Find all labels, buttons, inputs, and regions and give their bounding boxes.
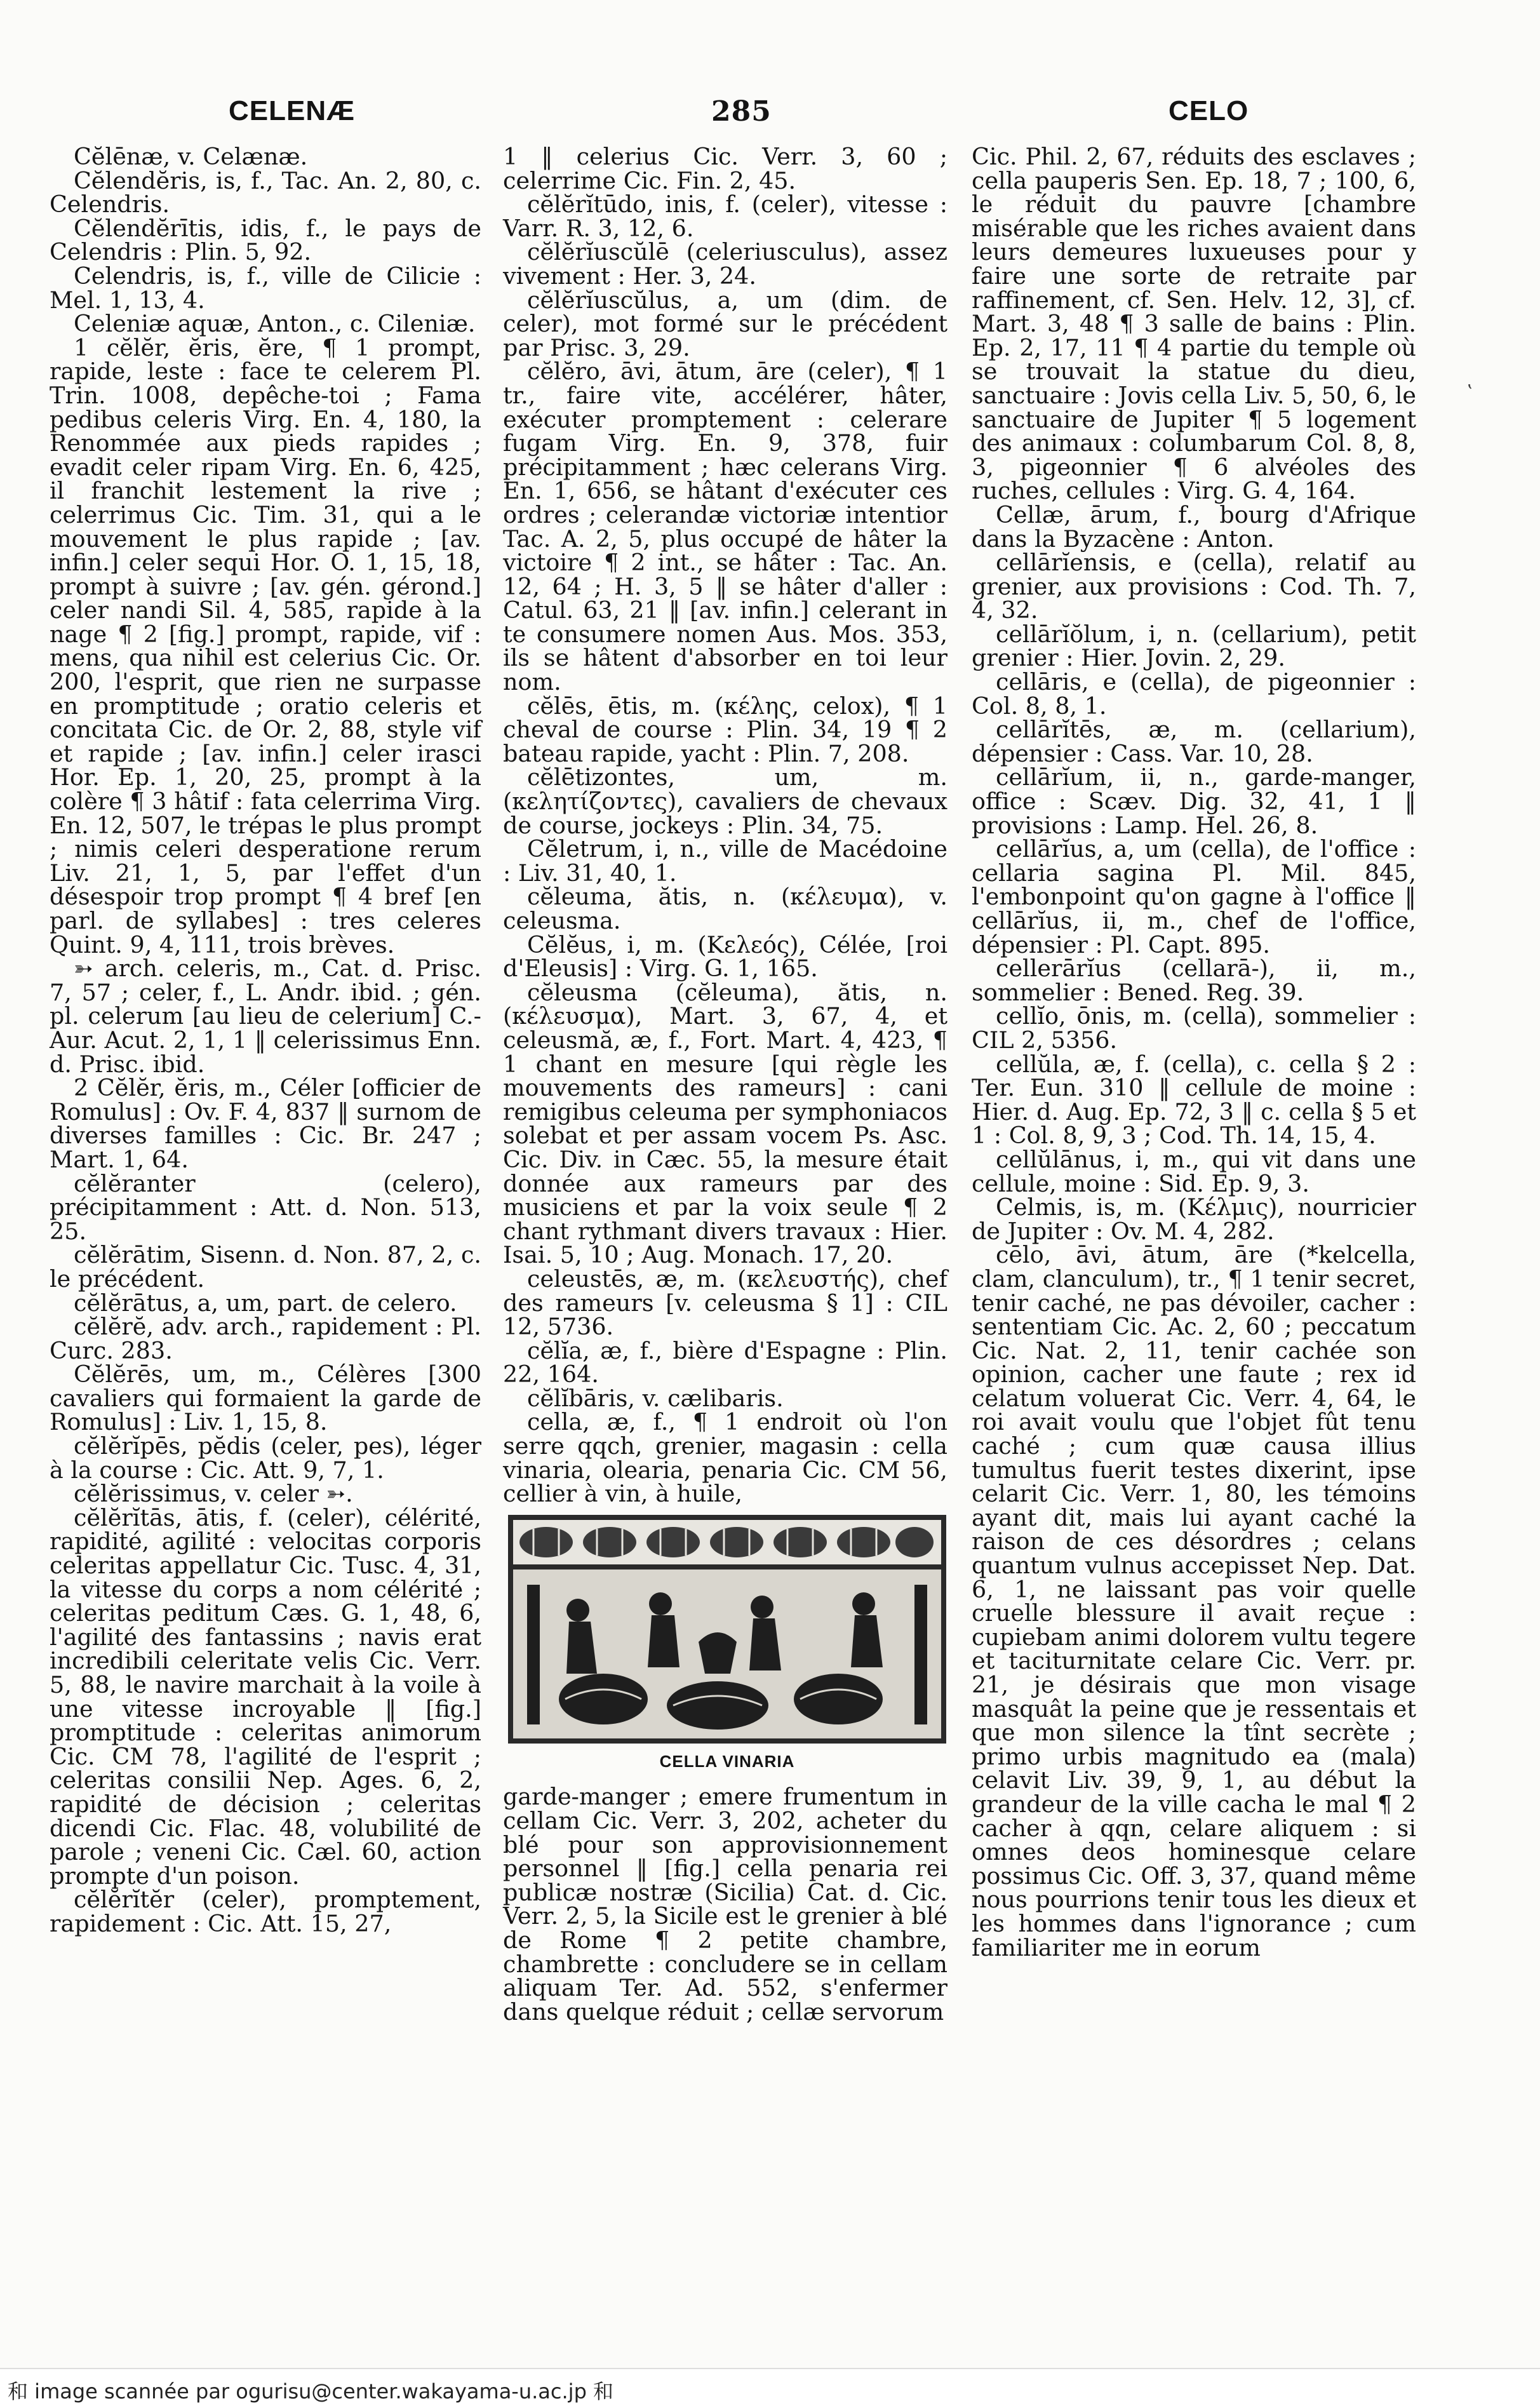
dictionary-entry: cellārĭus, a, um (cella), de l'office : cellaria sagina Pl. Mil. 845, l'embonpoint qu'on gagne à l'office ‖ cellārĭus, ii, m., chef de l'office, dépensier : Pl. Capt. 895. xyxy=(972,835,1416,958)
dictionary-entry: Cĕlendĕris, is, f., Tac. An. 2, 80, c. Celendris. xyxy=(50,166,481,218)
dictionary-entry: 1 ‖ celerius Cic. Verr. 3, 60 ; celerrime Cic. Fin. 2, 45. xyxy=(503,143,947,194)
cella-vinaria-figure xyxy=(508,1515,946,1774)
dictionary-entry: cellārĭtēs, æ, m. (cellarium), dépensier : Cass. Var. 10, 28. xyxy=(972,716,1416,767)
dictionary-entry: Cĕlendĕrītis, idis, f., le pays de Celendris : Plin. 5, 92. xyxy=(50,214,481,266)
dictionary-entry: cēlo, āvi, ātum, āre (*kelcella, clam, clanculum), tr., ¶ 1 tenir secret, tenir caché, ne pas dévoiler, cacher : sententiam Cic. Ac. 2, 60 ; peccatum Cic. Nat. 2, 11, tenir cachée son opinion, cacher une faute ; rex id celatum voluerat Cic. Verr. 4, 64, le roi avait voulu que l'objet fût tenu caché ; cum quæ causa illius tumultus fuerit testes dixerint, ipse celarit Cic. Verr. 1, 80, les témoins ayant dit, mais lui ayant caché la raison de ces désordres ; celans quantum vulnus accepisset Nep. Dat. 6, 1, ne laissant pas voir quelle cruelle blessure il avait reçue : cupiebam animi dolorem vultu tegere et taciturnitate celare Cic. Verr. pr. 21, je désirais que mon visage masquât la peine que je ressentais et que mon silence la tînt secrète ; primo urbis magnitudo ea (mala) celavit Liv. 39, 9, 1, au début la grandeur de la ville cacha le mal ¶ 2 cacher à qqn, celare aliquem : si omnes deos hominesque celare possimus Cic. Off. 3, 37, quand même nous pourrions tenir tous les dieux et les hommes dans l'ignorance ; cum familiariter me in eorum xyxy=(972,1241,1416,1961)
dictionary-entry: Cĕletrum, i, n., ville de Macédoine : Liv. 31, 40, 1. xyxy=(503,835,947,887)
dictionary-entry: cĕlĕrĭuscŭlē (celeriusculus), assez vivement : Her. 3, 24. xyxy=(503,238,947,290)
dictionary-entry: cĕlĕrĭuscŭlus, a, um (dim. de celer), mot formé sur le précédent par Prisc. 3, 29. xyxy=(503,286,947,361)
dictionary-entry: cellāris, e (cella), de pigeonnier : Col. 8, 8, 1. xyxy=(972,668,1416,720)
dictionary-entry: cĕlĕranter (celero), précipitamment : Att. d. Non. 513, 25. xyxy=(50,1169,481,1245)
dictionary-entry: cĕlēs, ētis, m. (κέλης, celox), ¶ 1 cheval de course : Plin. 34, 19 ¶ 2 bateau rapide, yacht : Plin. 7, 208. xyxy=(503,692,947,767)
dictionary-entry: cĕlĕrĭtās, ātis, f. (celer), célérité, rapidité, agilité : velocitas corporis celeritas appellatur Cic. Tusc. 4, 31, la vitesse du corps a nom célérité ; celeritas peditum Cæs. G. 1, 48, 6, l'agilité des fantassins ; navis erat incredibili celeritate velis Cic. Verr. 5, 88, le navire marchait à la voile à une vitesse incroyable ‖ [fig.] promptitude : celeritas animorum Cic. CM 78, l'agilité de l'esprit ; celeritas consilii Nep. Ages. 6, 2, rapidité de décision ; celeritas dicendi Cic. Flac. 48, volubilité de parole ; veneni Cic. Cæl. 60, action prompte d'un poison. xyxy=(50,1503,481,1890)
dictionary-entry: Cellæ, ārum, f., bourg d'Afrique dans la Byzacène : Anton. xyxy=(972,501,1416,553)
dictionary-entry: cĕlĭbāris, v. cælibaris. xyxy=(527,1384,784,1412)
dictionary-entry: Cic. Phil. 2, 67, réduits des esclaves ; cella pauperis Sen. Ep. 18, 7 ; 100, 6, le réduit du pauvre [chambre misérable que les riches avaient dans leurs demeures luxueuses pour y faire une sorte de retraite par raffinement, cf. Sen. Helv. 12, 3], cf. Mart. 3, 48 ¶ 3 salle de bains : Plin. Ep. 2, 17, 11 ¶ 4 partie du temple où se trouvait la statue du dieu, sanctuaire : Jovis cella Liv. 5, 50, 6, le sanctuaire de Jupiter ¶ 5 logement des animaux : columbarum Col. 8, 8, 3, pigeonnier ¶ 6 alvéoles des ruches, cellules : Virg. G. 4, 164. xyxy=(972,143,1416,505)
dictionary-entry: ➳ arch. celeris, m., Cat. d. Prisc. 7, 57 ; celer, f., L. Andr. ibid. ; gén. pl. celerum [au lieu de celerium] C.-Aur. Acut. 2, 1, 1 ‖ celerissimus Enn. d. Prisc. ibid. xyxy=(50,955,481,1078)
dictionary-entry: cĕlĕrātim, Sisenn. d. Non. 87, 2, c. le précédent. xyxy=(50,1241,481,1293)
margin-mark: ‛ xyxy=(1467,381,1473,403)
scan-credit: 和 image scannée par ogurisu@center.wakayama-u.ac.jp 和 xyxy=(0,2368,1540,2406)
running-head xyxy=(0,95,1540,133)
dictionary-entry: cĕlĕrātus, a, um, part. de celero. xyxy=(74,1289,457,1317)
cella-vinaria-illustration xyxy=(508,1515,946,1744)
dictionary-entry: cĕleuma, ătis, n. (κέλευμα), v. celeusma. xyxy=(503,883,947,934)
dictionary-entry: cĕleusma (cĕleuma), ătis, n. (κέλευσμα), Mart. 3, 67, 4, et celeusmă, æ, f., Fort. Mart. 4, 423, ¶ 1 chant en mesure [qui règle les mouvements des rameurs] : cani remigibus celeuma per symphoniacos solebat et per assam vocem Ps. Asc. Cic. Div. in Cæc. 55, la mesure était donnée aux rameurs par des musiciens et par la voix seule ¶ 2 chant rythmant divers travaux : Hier. Isai. 5, 10 ; Aug. Monach. 17, 20. xyxy=(503,978,947,1269)
page-number: 285 xyxy=(711,95,772,128)
dictionary-entry: Celeniæ aquæ, Anton., c. Cileniæ. xyxy=(74,310,476,338)
dictionary-entry: garde-manger ; emere frumentum in cellam Cic. Verr. 3, 202, acheter du blé pour son approvisionnement personnel ‖ [fig.] cella penaria rei publicæ nostræ (Sicilia) Cat. d. Cic. Verr. 2, 5, la Sicile est le grenier à blé de Rome ¶ 2 petite chambre, chambrette : concludere se in cellam aliquam Ter. Ad. 552, s'enfermer dans quelque réduit ; cellæ servorum xyxy=(503,1783,947,2026)
dictionary-entry: Cĕlĕus, i, m. (Κελεός), Célée, [roi d'Eleusis] : Virg. G. 1, 165. xyxy=(503,931,947,983)
dictionary-entry: Cĕlĕrēs, um, m., Célères [300 cavaliers qui formaient la garde de Romulus] : Liv. 1, 15, 8. xyxy=(50,1361,481,1436)
dictionary-entry: Celmis, is, m. (Κέλμις), nourricier de Jupiter : Ov. M. 4, 282. xyxy=(972,1193,1416,1245)
dictionary-entry: cĕlĕrĭtūdo, inis, f. (celer), vitesse : Varr. R. 3, 12, 6. xyxy=(503,191,947,242)
column-2 xyxy=(503,145,947,2024)
dictionary-entry: cellŭla, æ, f. (cella), c. cella § 2 : Ter. Eun. 310 ‖ cellule de moine : Hier. d. Aug. Ep. 72, 3 ‖ c. cella § 5 et 1 : Col. 8, 9, 3 ; Cod. Th. 14, 15, 4. xyxy=(972,1050,1416,1150)
dictionary-entry: celeustēs, æ, m. (κελευστής), chef des rameurs [v. celeusma § 1] : CIL 12, 5736. xyxy=(503,1265,947,1341)
dictionary-entry: 2 Cĕlĕr, ĕris, m., Céler [officier de Romulus] : Ov. F. 4, 837 ‖ surnom de diverses familles : Cic. Br. 247 ; Mart. 1, 64. xyxy=(50,1074,481,1173)
dictionary-entry: cĕlĕrĭtĕr (celer), promptement, rapidement : Cic. Att. 15, 27, xyxy=(50,1886,481,1937)
dictionary-entry: cellārĭŏlum, i, n. (cellarium), petit grenier : Hier. Jovin. 2, 29. xyxy=(972,620,1416,672)
dictionary-entry: cĕlĕrissimus, v. celer ➳. xyxy=(74,1480,353,1508)
column-1 xyxy=(50,145,481,1936)
dictionary-entry: cella, æ, f., ¶ 1 endroit où l'on serre qqch, grenier, magasin : cella vinaria, olearia, penaria Cic. CM 56, cellier à vin, à huile, xyxy=(503,1408,947,1508)
running-head-left: CELENÆ xyxy=(229,95,356,126)
dictionary-entry: cellerārĭus (cellarā-), ii, m., sommelier : Bened. Reg. 39. xyxy=(972,955,1416,1006)
dictionary-entry: cĕlĕro, āvi, ātum, āre (celer), ¶ 1 tr., faire vite, accélérer, hâter, exécuter promptement : celerare fugam Virg. En. 9, 378, fuir précipitamment ; hæc celerans Virg. En. 1, 656, se hâtant d'exécuter ces ordres ; celerandæ victoriæ intentior Tac. A. 2, 5, plus occupé de hâter la victoire ¶ 2 int., se hâter : Tac. An. 12, 64 ; H. 3, 5 ‖ se hâter d'aller : Catul. 63, 21 ‖ [av. infin.] celerant in te consumere nomen Aus. Mos. 353, ils se hâtent d'absorber en toi leur nom. xyxy=(503,358,947,696)
dictionary-entry: 1 cĕlĕr, ĕris, ĕre, ¶ 1 prompt, rapide, leste : face te celerem Pl. Trin. 1008, depêche-toi ; Fama pedibus celeris Virg. En. 4, 180, la Renommée aux pieds rapides ; evadit celer ripam Virg. En. 6, 425, il franchit lestement la rive ; celerrimus Cic. Tim. 31, qui a le mouvement le plus rapide ; [av. infin.] celer sequi Hor. O. 1, 15, 18, prompt à suivre ; [av. gén. gérond.] celer nandi Sil. 4, 585, rapide à la nage ¶ 2 [fig.] prompt, rapide, vif : mens, qua nihil est celerius Cic. Or. 200, l'esprit, que rien ne surpasse en promptitude ; oratio celeris et concitata Cic. de Or. 2, 88, style vif et rapide ; [av. infin.] celer irasci Hor. Ep. 1, 20, 25, prompt à la colère ¶ 3 hâtif : fata celerrima Virg. En. 12, 507, le trépas le plus prompt ; nimis celeri desperatione rerum Liv. 21, 1, 5, par l'effet d'un désespoir trop prompt ¶ 4 bref [en parl. de syllabes] : tres celeres Quint. 9, 4, 111, trois brèves. xyxy=(50,333,481,958)
dictionary-entry: Celendris, is, f., ville de Cilicie : Mel. 1, 13, 4. xyxy=(50,262,481,314)
dictionary-entry: cellārĭum, ii, n., garde-manger, office : Scæv. Dig. 32, 41, 1 ‖ provisions : Lamp. Hel. 26, 8. xyxy=(972,763,1416,839)
dictionary-entry: cĕlĕrĭpēs, pĕdis (celer, pes), léger à la course : Cic. Att. 9, 7, 1. xyxy=(50,1432,481,1484)
column-2-upper xyxy=(503,145,947,1506)
figure-caption: CELLA VINARIA xyxy=(659,1751,795,1771)
running-head-right: CELO xyxy=(1168,95,1249,126)
dictionary-entry: cellŭlānus, i, m., qui vit dans une cellule, moine : Sid. Ep. 9, 3. xyxy=(972,1145,1416,1197)
dictionary-entry: cĕlĭa, æ, f., bière d'Espagne : Plin. 22, 164. xyxy=(503,1336,947,1388)
dictionary-entry: Cĕlēnæ, v. Celænæ. xyxy=(74,143,308,170)
dictionary-entry: cellārĭensis, e (cella), relatif au grenier, aux provisions : Cod. Th. 7, 4, 32. xyxy=(972,549,1416,624)
column-2-lower xyxy=(503,1785,947,2024)
column-3 xyxy=(972,145,1416,1959)
dictionary-entry: cĕlētizontes, um, m. (κελητίζοντες), cavaliers de chevaux de course, jockeys : Plin. 34, 75. xyxy=(503,763,947,839)
dictionary-entry: cĕlĕrĕ, adv. arch., rapidement : Pl. Curc. 283. xyxy=(50,1313,481,1364)
dictionary-entry: cellĭo, ōnis, m. (cella), sommelier : CIL 2, 5356. xyxy=(972,1002,1416,1054)
